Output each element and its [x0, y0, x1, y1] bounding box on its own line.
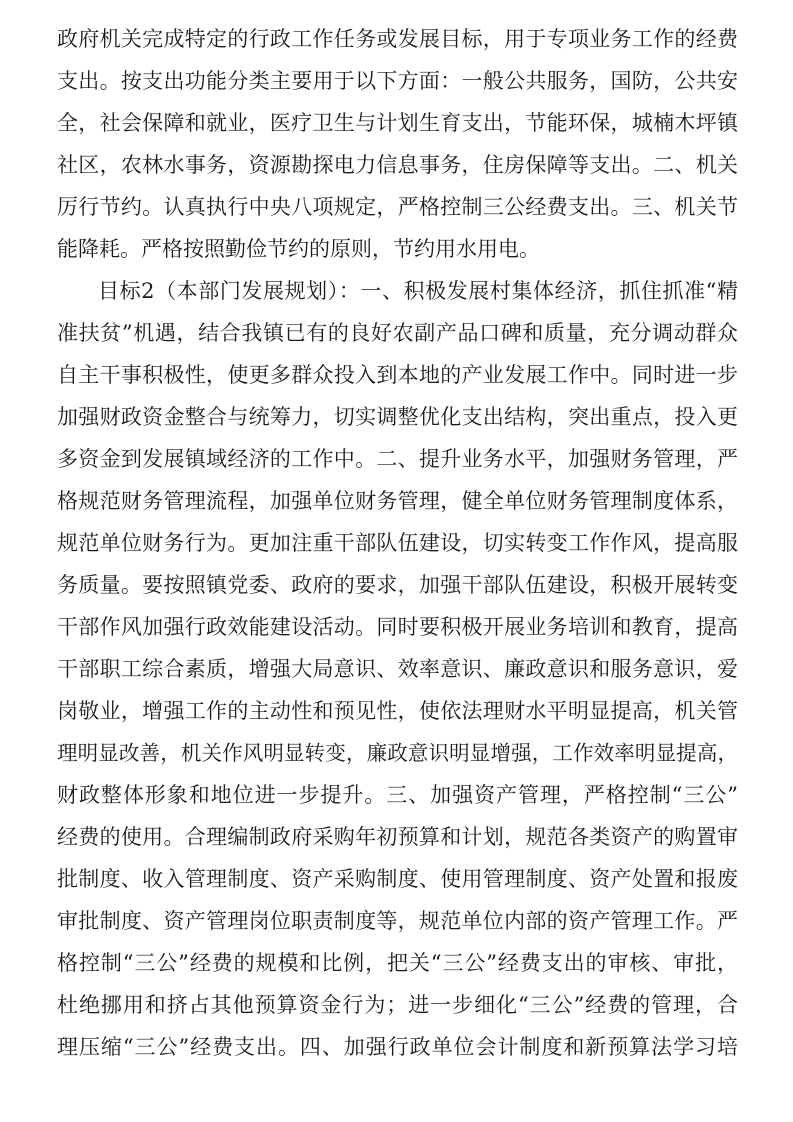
paragraph-1-line-4: 社区，农林水事务，资源勘探电力信息事务，住房保障等支出。二、机关	[57, 153, 738, 177]
paragraph-2-line-4: 加强财政资金整合与统筹力，切实调整优化支出结构，突出重点，投入更	[57, 405, 738, 429]
paragraph-2-line-7: 规范单位财务行为。更加注重干部队伍建设，切实转变工作作风，提高服	[57, 531, 738, 555]
paragraph-2-line-16: 审批制度、资产管理岗位职责制度等，规范单位内部的资产管理工作。严	[57, 909, 738, 933]
paragraph-2-line-11: 岗敬业，增强工作的主动性和预见性，使依法理财水平明显提高，机关管	[57, 699, 738, 723]
paragraph-2-line-8: 务质量。要按照镇党委、政府的要求，加强干部队伍建设，积极开展转变	[57, 573, 738, 597]
paragraph-2-line-2: 准扶贫”机遇，结合我镇已有的良好农副产品口碑和质量，充分调动群众	[57, 321, 738, 345]
paragraph-2-line-5: 多资金到发展镇域经济的工作中。二、提升业务水平，加强财务管理，严	[57, 447, 738, 471]
paragraph-2-line-6: 格规范财务管理流程，加强单位财务管理，健全单位财务管理制度体系，	[57, 489, 738, 513]
paragraph-2-line-17: 格控制“三公”经费的规模和比例，把关“三公”经费支出的审核、审批，	[57, 951, 738, 975]
paragraph-1-line-3: 全，社会保障和就业，医疗卫生与计划生育支出，节能环保，城楠木坪镇	[57, 111, 738, 135]
paragraph-1-line-6: 能降耗。严格按照勤俭节约的原则，节约用水用电。	[57, 237, 540, 261]
paragraph-2-line-10: 干部职工综合素质，增强大局意识、效率意识、廉政意识和服务意识，爱	[57, 657, 738, 681]
paragraph-2-line-19: 理压缩“三公”经费支出。四、加强行政单位会计制度和新预算法学习培	[57, 1035, 738, 1059]
paragraph-2-line-14: 经费的使用。合理编制政府采购年初预算和计划，规范各类资产的购置审	[57, 825, 738, 849]
paragraph-1-line-5: 厉行节约。认真执行中央八项规定，严格控制三公经费支出。三、机关节	[57, 195, 738, 219]
paragraph-1-line-2: 支出。按支出功能分类主要用于以下方面：一般公共服务，国防，公共安	[57, 69, 738, 93]
paragraph-1-line-1: 政府机关完成特定的行政工作任务或发展目标，用于专项业务工作的经费	[57, 27, 738, 51]
paragraph-2-line-12: 理明显改善，机关作风明显转变，廉政意识明显增强，工作效率明显提高，	[57, 741, 738, 765]
paragraph-2-line-15: 批制度、收入管理制度、资产采购制度、使用管理制度、资产处置和报废	[57, 867, 738, 891]
paragraph-2-line-13: 财政整体形象和地位进一步提升。三、加强资产管理，严格控制“三公”	[57, 783, 738, 807]
paragraph-2-line-1: 目标2（本部门发展规划）：一、积极发展村集体经济，抓住抓准“精	[98, 279, 738, 303]
paragraph-2-line-9: 干部作风加强行政效能建设活动。同时要积极开展业务培训和教育，提高	[57, 615, 738, 639]
paragraph-2-line-18: 杜绝挪用和挤占其他预算资金行为；进一步细化“三公”经费的管理，合	[57, 993, 738, 1017]
paragraph-2-line-3: 自主干事积极性，使更多群众投入到本地的产业发展工作中。同时进一步	[57, 363, 738, 387]
